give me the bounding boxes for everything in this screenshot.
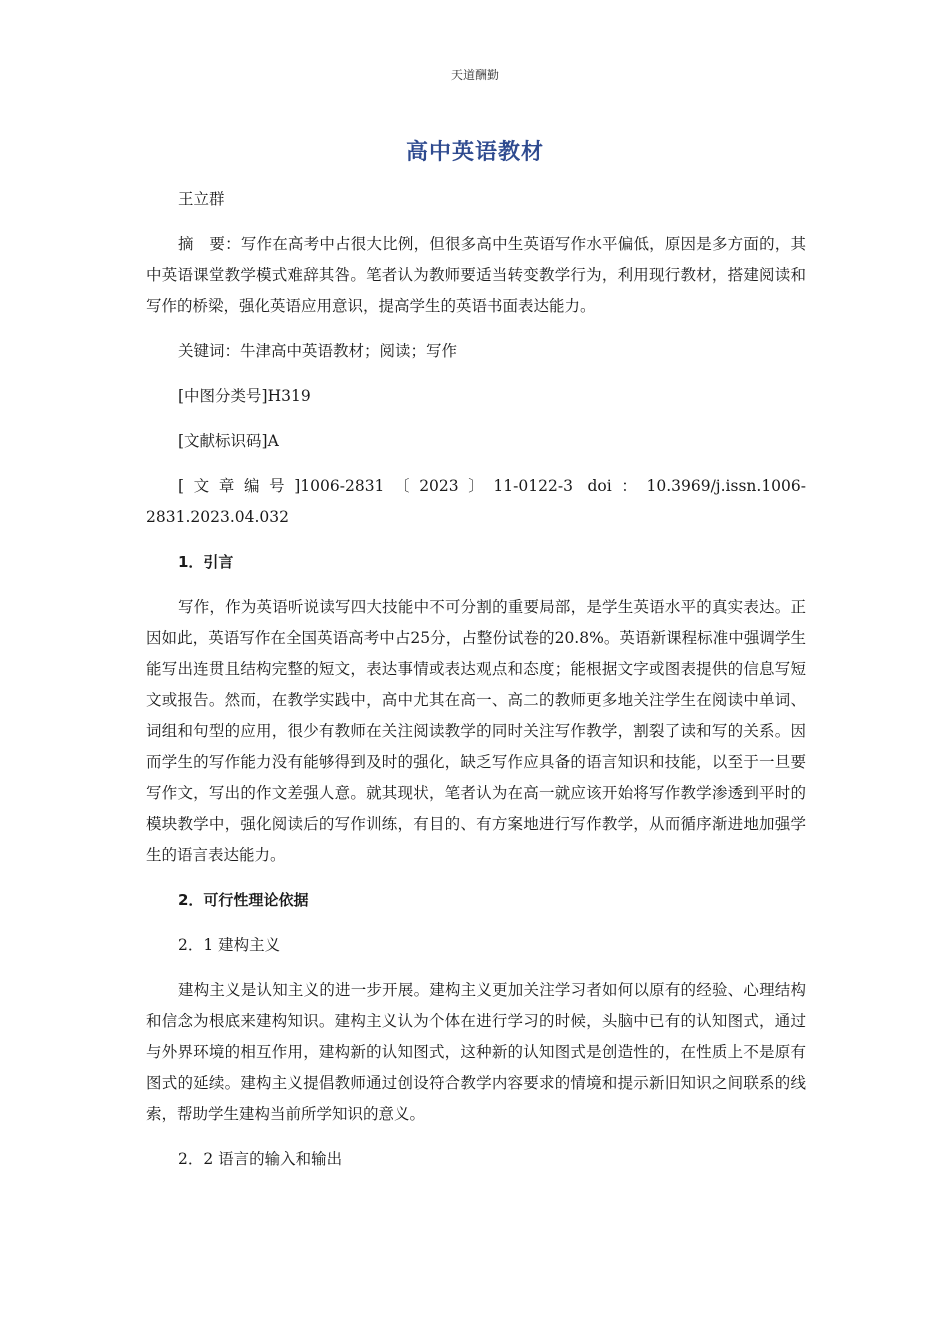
keywords: 关键词：牛津高中英语教材；阅读；写作 <box>178 342 458 360</box>
clc-number: [中图分类号]H319 <box>178 387 311 405</box>
article-body <box>146 184 806 1175</box>
abstract: 摘 要：写作在高考中占很大比例，但很多高中生英语写作水平偏低，原因是多方面的，其中英语课堂教学模式难辞其咎。笔者认为教师要适当转变教学行为，利用现行教材，搭建阅读和写作的桥梁，强化英语应用意识，提高学生的英语书面表达能力。 <box>146 235 806 315</box>
article-title: 高中英语教材 <box>405 140 544 165</box>
section-2-1-heading: 2．1 建构主义 <box>178 936 281 954</box>
header-mark: 天道酬勤 <box>450 68 499 82</box>
section-1-paragraph: 写作，作为英语听说读写四大技能中不可分割的重要局部，是学生英语水平的真实表达。正因如此，英语写作在全国英语高考中占25分，占整份试卷的20.8%。英语新课程标准中强调学生能写出连贯且结构完整的短文，表达事情或表达观点和态度；能根据文字或图表提供的信息写短文或报告。然而，在教学实践中，高中尤其在高一、高二的教师更多地关注学生在阅读中单词、词组和句型的应用，很少有教师在关注阅读教学的同时关注写作教学，割裂了读和写的关系。因而学生的写作能力没有能够得到及时的强化，缺乏写作应具备的语言知识和技能，以至于一旦要写作文，写出的作文差强人意。就其现状，笔者认为在高一就应该开始将写作教学渗透到平时的模块教学中，强化阅读后的写作训练，有目的、有方案地进行写作教学，从而循序渐进地加强学生的语言表达能力。 <box>146 598 806 864</box>
section-2-heading: 2．可行性理论依据 <box>178 891 309 909</box>
author: 王立群 <box>178 190 225 208</box>
section-2-1-paragraph: 建构主义是认知主义的进一步开展。建构主义更加关注学习者如何以原有的经验、心理结构和信念为根底来建构知识。建构主义认为个体在进行学习的时候，头脑中已有的认知图式，通过与外界环境的相互作用，建构新的认知图式，这种新的认知图式是创造性的，在性质上不是原有图式的延续。建构主义提倡教师通过创设符合教学内容要求的情境和提示新旧知识之间联系的线索，帮助学生建构当前所学知识的意义。 <box>146 981 806 1123</box>
section-1-heading: 1．引言 <box>178 553 234 571</box>
document-code: [文献标识码]A <box>178 432 279 450</box>
article-number: [文章编号]1006-2831〔2023〕11-0122-3 doi：10.3969/j.issn.1006-2831.2023.04.032 <box>146 477 806 526</box>
section-2-2-heading: 2．2 语言的输入和输出 <box>178 1150 343 1168</box>
